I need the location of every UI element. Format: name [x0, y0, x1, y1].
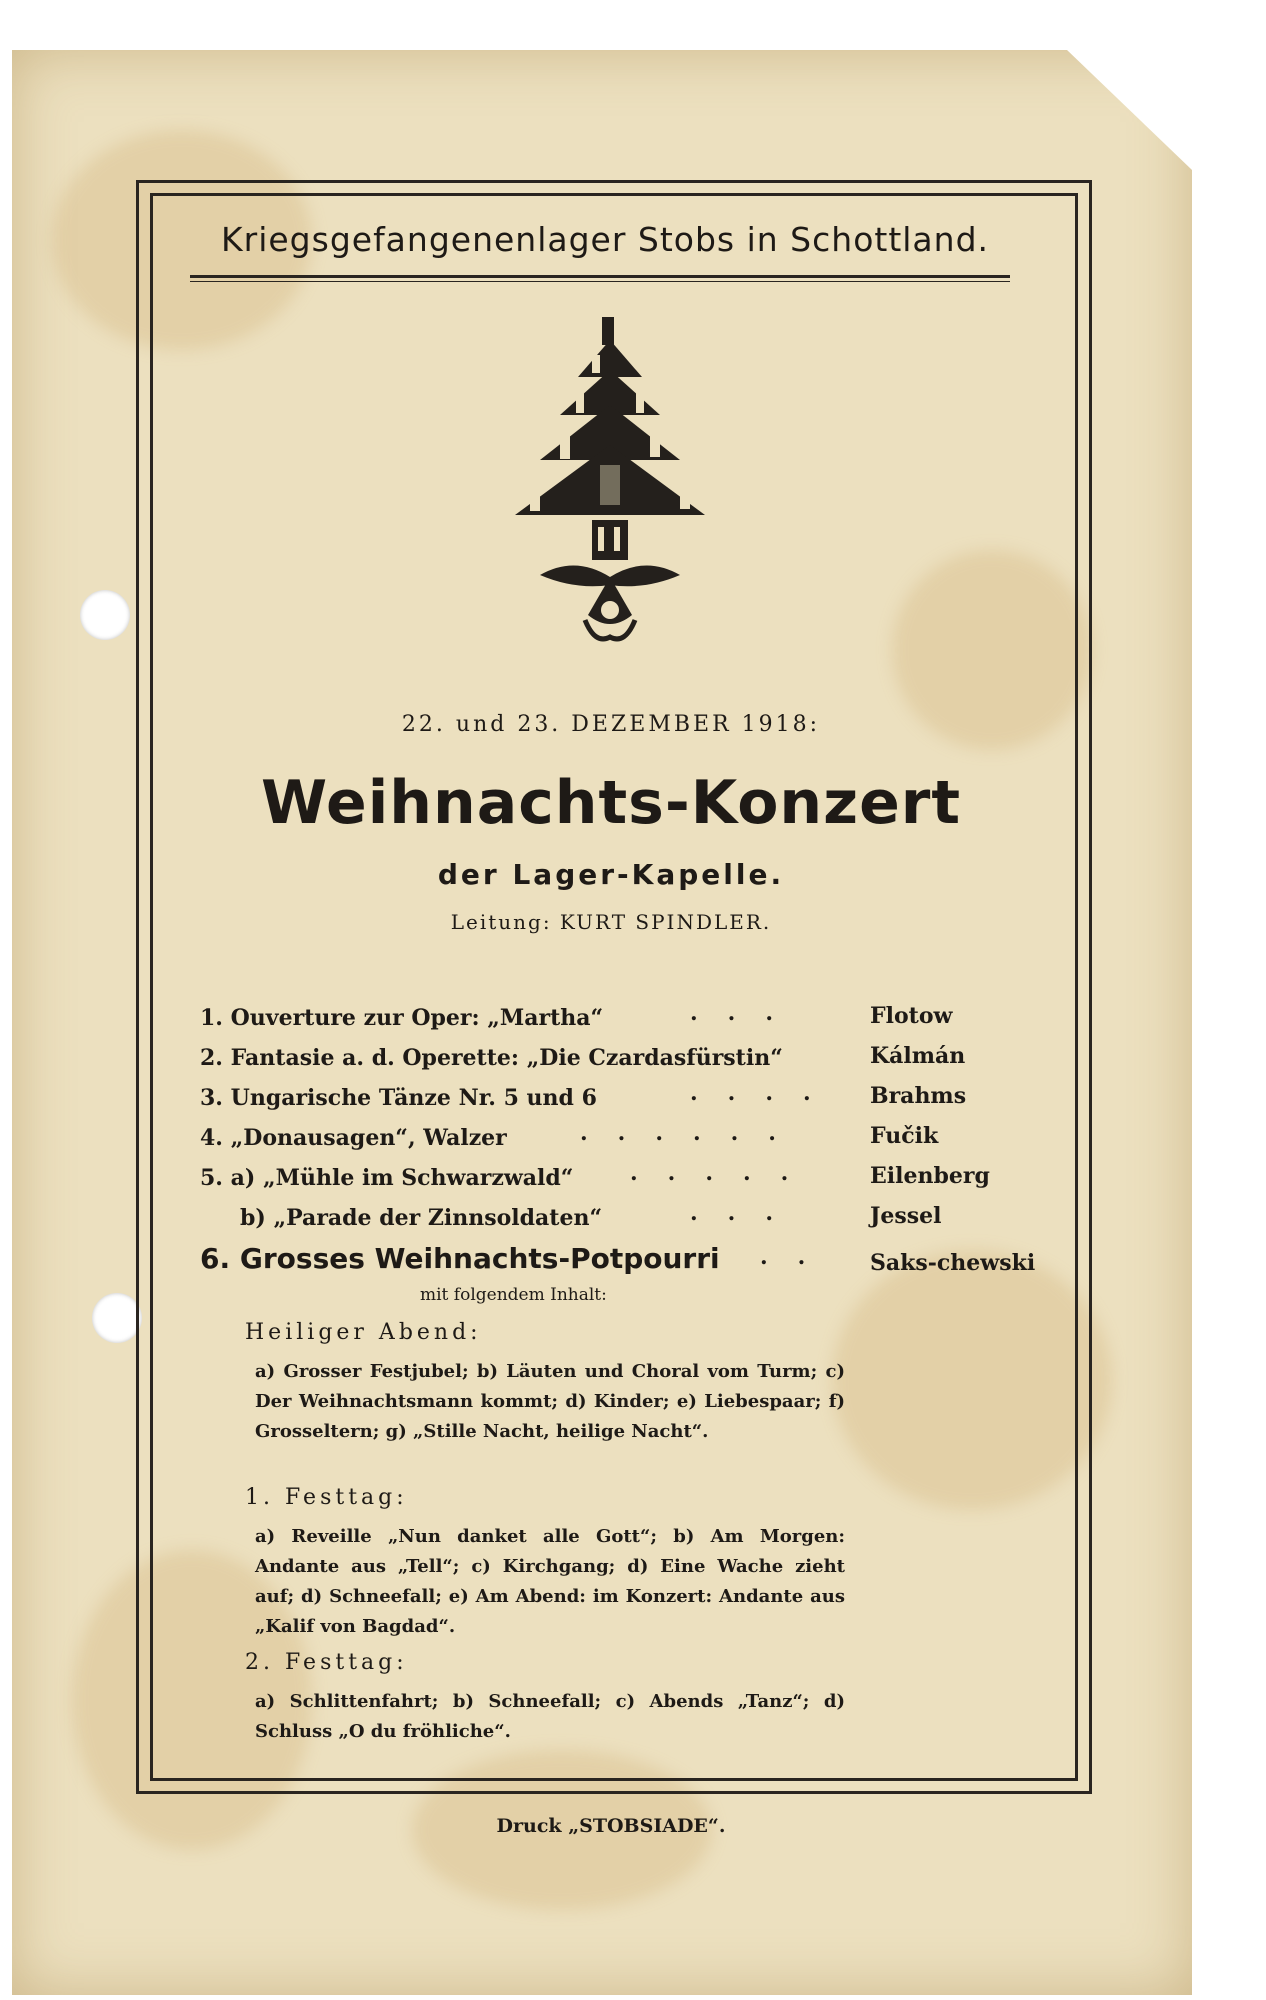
- program-item: [240, 1205, 602, 1231]
- punch-hole-top: [80, 590, 130, 640]
- program-number: 3.: [200, 1085, 223, 1111]
- program-composer: Kálmán: [870, 1043, 966, 1069]
- program-piece: „Donausagen“, Walzer: [230, 1125, 507, 1151]
- program-composer: Jessel: [870, 1203, 942, 1229]
- concert-subtitle: der Lager-Kapelle.: [437, 858, 785, 891]
- program-item-potpourri: [200, 1242, 720, 1275]
- section-heading: Heiliger Abend:: [245, 1320, 482, 1345]
- punch-hole-bottom: [92, 1293, 142, 1343]
- program-number: 6.: [200, 1242, 231, 1275]
- program-piece: a) „Mühle im Schwarzwald“: [230, 1165, 574, 1191]
- program-piece: Fantasie a. d. Operette: „Die Czardasfürstin“: [230, 1045, 783, 1071]
- camp-heading: Kriegsgefangenenlager Stobs in Schottland.: [221, 220, 989, 259]
- conductor-line: Leitung: KURT SPINDLER.: [450, 910, 772, 934]
- program-item: [200, 1005, 603, 1031]
- section-text: a) Schlittenfahrt; b) Schneefall; c) Abends „Tanz“; d) Schluss „O du fröhliche“.: [255, 1691, 845, 1742]
- section-text: a) Grosser Festjubel; b) Läuten und Choral vom Turm; c) Der Weihnachtsmann kommt; d) Kinder; e) Liebespaar; f) Grosseltern; g) „Stille Nacht, heilige Nacht“.: [255, 1361, 845, 1442]
- section-text: a) Reveille „Nun danket alle Gott“; b) Am Morgen: Andante aus „Tell“; c) Kirchgang; d) Eine Wache zieht auf; d) Schneefall; e) Am Abend: im Konzert: Andante aus „Kalif von Bagdad“.: [255, 1526, 845, 1637]
- potpourri-intro: mit folgendem Inhalt:: [420, 1285, 607, 1305]
- program-composer: Saks-chewski: [870, 1250, 1036, 1276]
- program-piece: Grosses Weihnachts-Potpourri: [239, 1242, 720, 1275]
- christmas-tree-emblem: [500, 315, 720, 660]
- program-number: 1.: [200, 1005, 223, 1031]
- program-piece: Ouverture zur Oper: „Martha“: [230, 1005, 604, 1031]
- program-number: 2.: [200, 1045, 223, 1071]
- program-item: [200, 1085, 597, 1111]
- section-heading: 1. Festtag:: [245, 1485, 408, 1510]
- program-composer: Fučik: [870, 1123, 939, 1149]
- concert-title: Weihnachts-Konzert: [260, 768, 962, 838]
- camp-heading-underline: [190, 275, 1010, 278]
- program-number: 4.: [200, 1125, 223, 1151]
- section-heading: 2. Festtag:: [245, 1650, 408, 1675]
- printer-credit: Druck „STOBSIADE“.: [496, 1815, 726, 1837]
- program-composer: Flotow: [870, 1003, 953, 1029]
- program-composer: Eilenberg: [870, 1163, 990, 1189]
- program-item: [200, 1165, 573, 1191]
- program-piece: b) „Parade der Zinnsoldaten“: [240, 1205, 603, 1231]
- program-composer: Brahms: [870, 1083, 967, 1109]
- program-item: [200, 1125, 507, 1151]
- concert-date: 22. und 23. DEZEMBER 1918:: [401, 712, 821, 737]
- program-piece: Ungarische Tänze Nr. 5 und 6: [230, 1085, 597, 1111]
- program-number: 5.: [200, 1165, 223, 1191]
- program-item: [200, 1045, 783, 1071]
